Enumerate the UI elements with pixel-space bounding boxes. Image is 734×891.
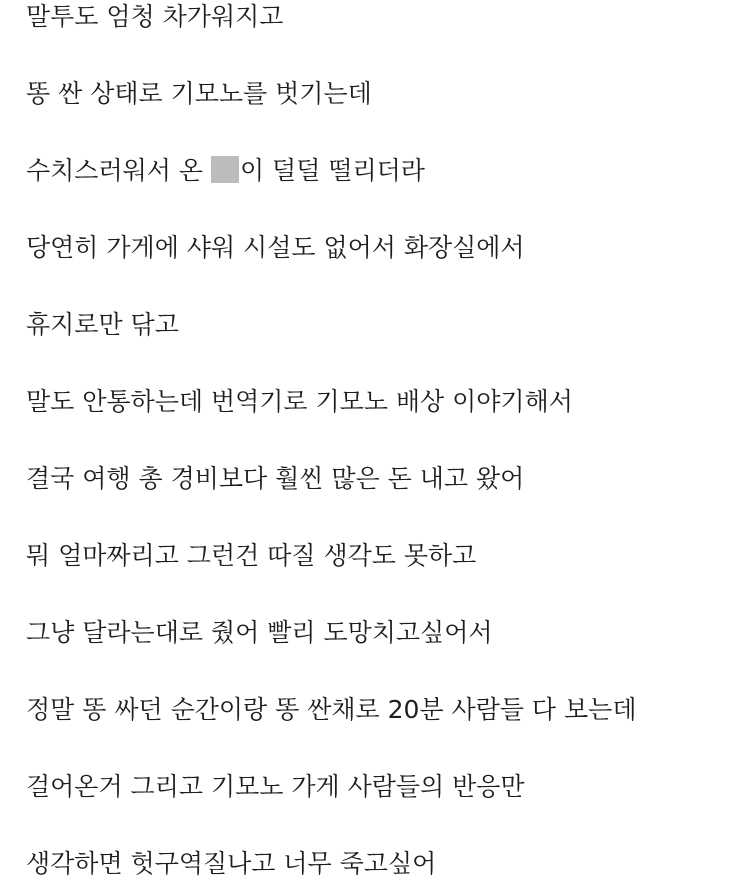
text-line-12: 생각하면 헛구역질나고 너무 죽고싶어	[26, 849, 437, 878]
text-line-4: 당연히 가게에 샤워 시설도 없어서 화장실에서	[26, 233, 525, 262]
text-line-3	[26, 154, 425, 188]
text-line-3-start: 수치스러워서 온	[26, 156, 211, 185]
text-line-10: 정말 똥 싸던 순간이랑 똥 싼채로 20분 사람들 다 보는데	[26, 695, 637, 724]
text-line-2: 똥 싼 상태로 기모노를 벗기는데	[26, 79, 372, 108]
text-line-6: 말도 안통하는데 번역기로 기모노 배상 이야기해서	[26, 387, 573, 416]
text-line-5: 휴지로만 닦고	[26, 310, 179, 339]
text-line-7: 결국 여행 총 경비보다 훨씬 많은 돈 내고 왔어	[26, 464, 525, 493]
text-line-3-end: 이 덜덜 떨리더라	[239, 156, 425, 185]
censored-redaction-box	[211, 156, 239, 183]
text-line-11: 걸어온거 그리고 기모노 가게 사람들의 반응만	[26, 772, 525, 801]
text-line-8: 뭐 얼마짜리고 그런건 따질 생각도 못하고	[26, 541, 477, 570]
text-line-1: 말투도 엄청 차가워지고	[26, 2, 284, 31]
text-line-9: 그냥 달라는대로 줬어 빨리 도망치고싶어서	[26, 618, 493, 647]
